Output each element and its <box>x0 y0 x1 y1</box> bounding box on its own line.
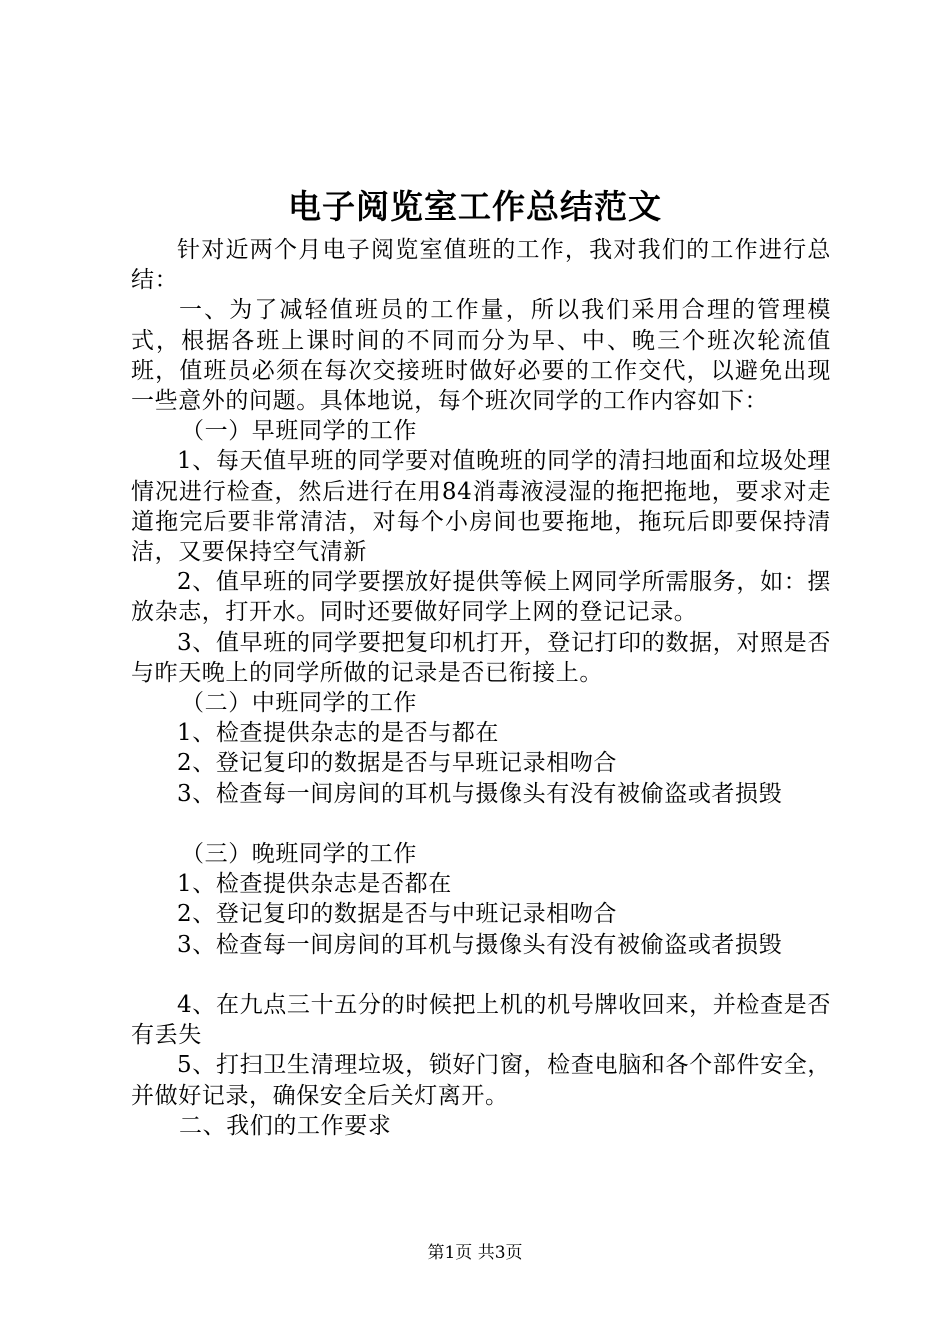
midday-item-1: 1、检查提供杂志的是否与都在 <box>177 720 500 747</box>
midday-item-2: 2、登记复印的数据是否与早班记录相吻合 <box>177 750 618 777</box>
morning-shift-heading: （一）早班同学的工作 <box>181 418 417 445</box>
evening-item-3: 3、检查每一间房间的耳机与摄像头有没有被偷盗或者损毁 <box>177 931 783 958</box>
morning-item-2: 2、值早班的同学要摆放好提供等候上网同学所需服务，如：摆放杂志，打开水。同时还要做好同学上网的登记记录。 <box>131 569 831 626</box>
section-one-paragraph: 一、为了减轻值班员的工作量，所以我们采用合理的管理模式，根据各班上课时间的不同而分为早、中、晚三个班次轮流值班，值班员必须在每次交接班时做好必要的工作交代，以避免出现一些意外的问题。具体地说，每个班次同学的工作内容如下： <box>131 297 831 415</box>
evening-item-2: 2、登记复印的数据是否与中班记录相吻合 <box>177 901 618 928</box>
document-title: 电子阅览室工作总结范文 <box>288 187 662 226</box>
section-two-heading: 二、我们的工作要求 <box>179 1112 392 1139</box>
evening-item-1: 1、检查提供杂志是否都在 <box>177 871 452 898</box>
blank-line <box>131 809 831 839</box>
blank-line <box>131 960 831 990</box>
evening-shift-heading: （三）晚班同学的工作 <box>181 841 417 868</box>
morning-item-1: 1、每天值早班的同学要对值晚班的同学的清扫地面和垃圾处理情况进行检查，然后进行在用84消毒液浸湿的拖把拖地，要求对走道拖完后要非常清洁，对每个小房间也要拖地，拖玩后即要保持清洁，又要保持空气清新 <box>131 448 831 566</box>
intro-paragraph: 针对近两个月电子阅览室值班的工作，我对我们的工作进行总结： <box>131 237 831 294</box>
evening-item-4: 4、在九点三十五分的时候把上机的机号牌收回来，并检查是否有丢失 <box>131 992 831 1049</box>
document-body <box>131 235 831 1141</box>
evening-item-5: 5、打扫卫生清理垃圾，锁好门窗，检查电脑和各个部件安全，并做好记录，确保安全后关灯离开。 <box>131 1052 831 1109</box>
midday-shift-heading: （二）中班同学的工作 <box>181 690 417 717</box>
midday-item-3: 3、检查每一间房间的耳机与摄像头有没有被偷盗或者损毁 <box>177 780 783 807</box>
page-number-footer: 第1页 共3页 <box>427 1243 523 1263</box>
morning-item-3: 3、值早班的同学要把复印机打开，登记打印的数据，对照是否与昨天晚上的同学所做的记录是否已衔接上。 <box>131 629 831 686</box>
